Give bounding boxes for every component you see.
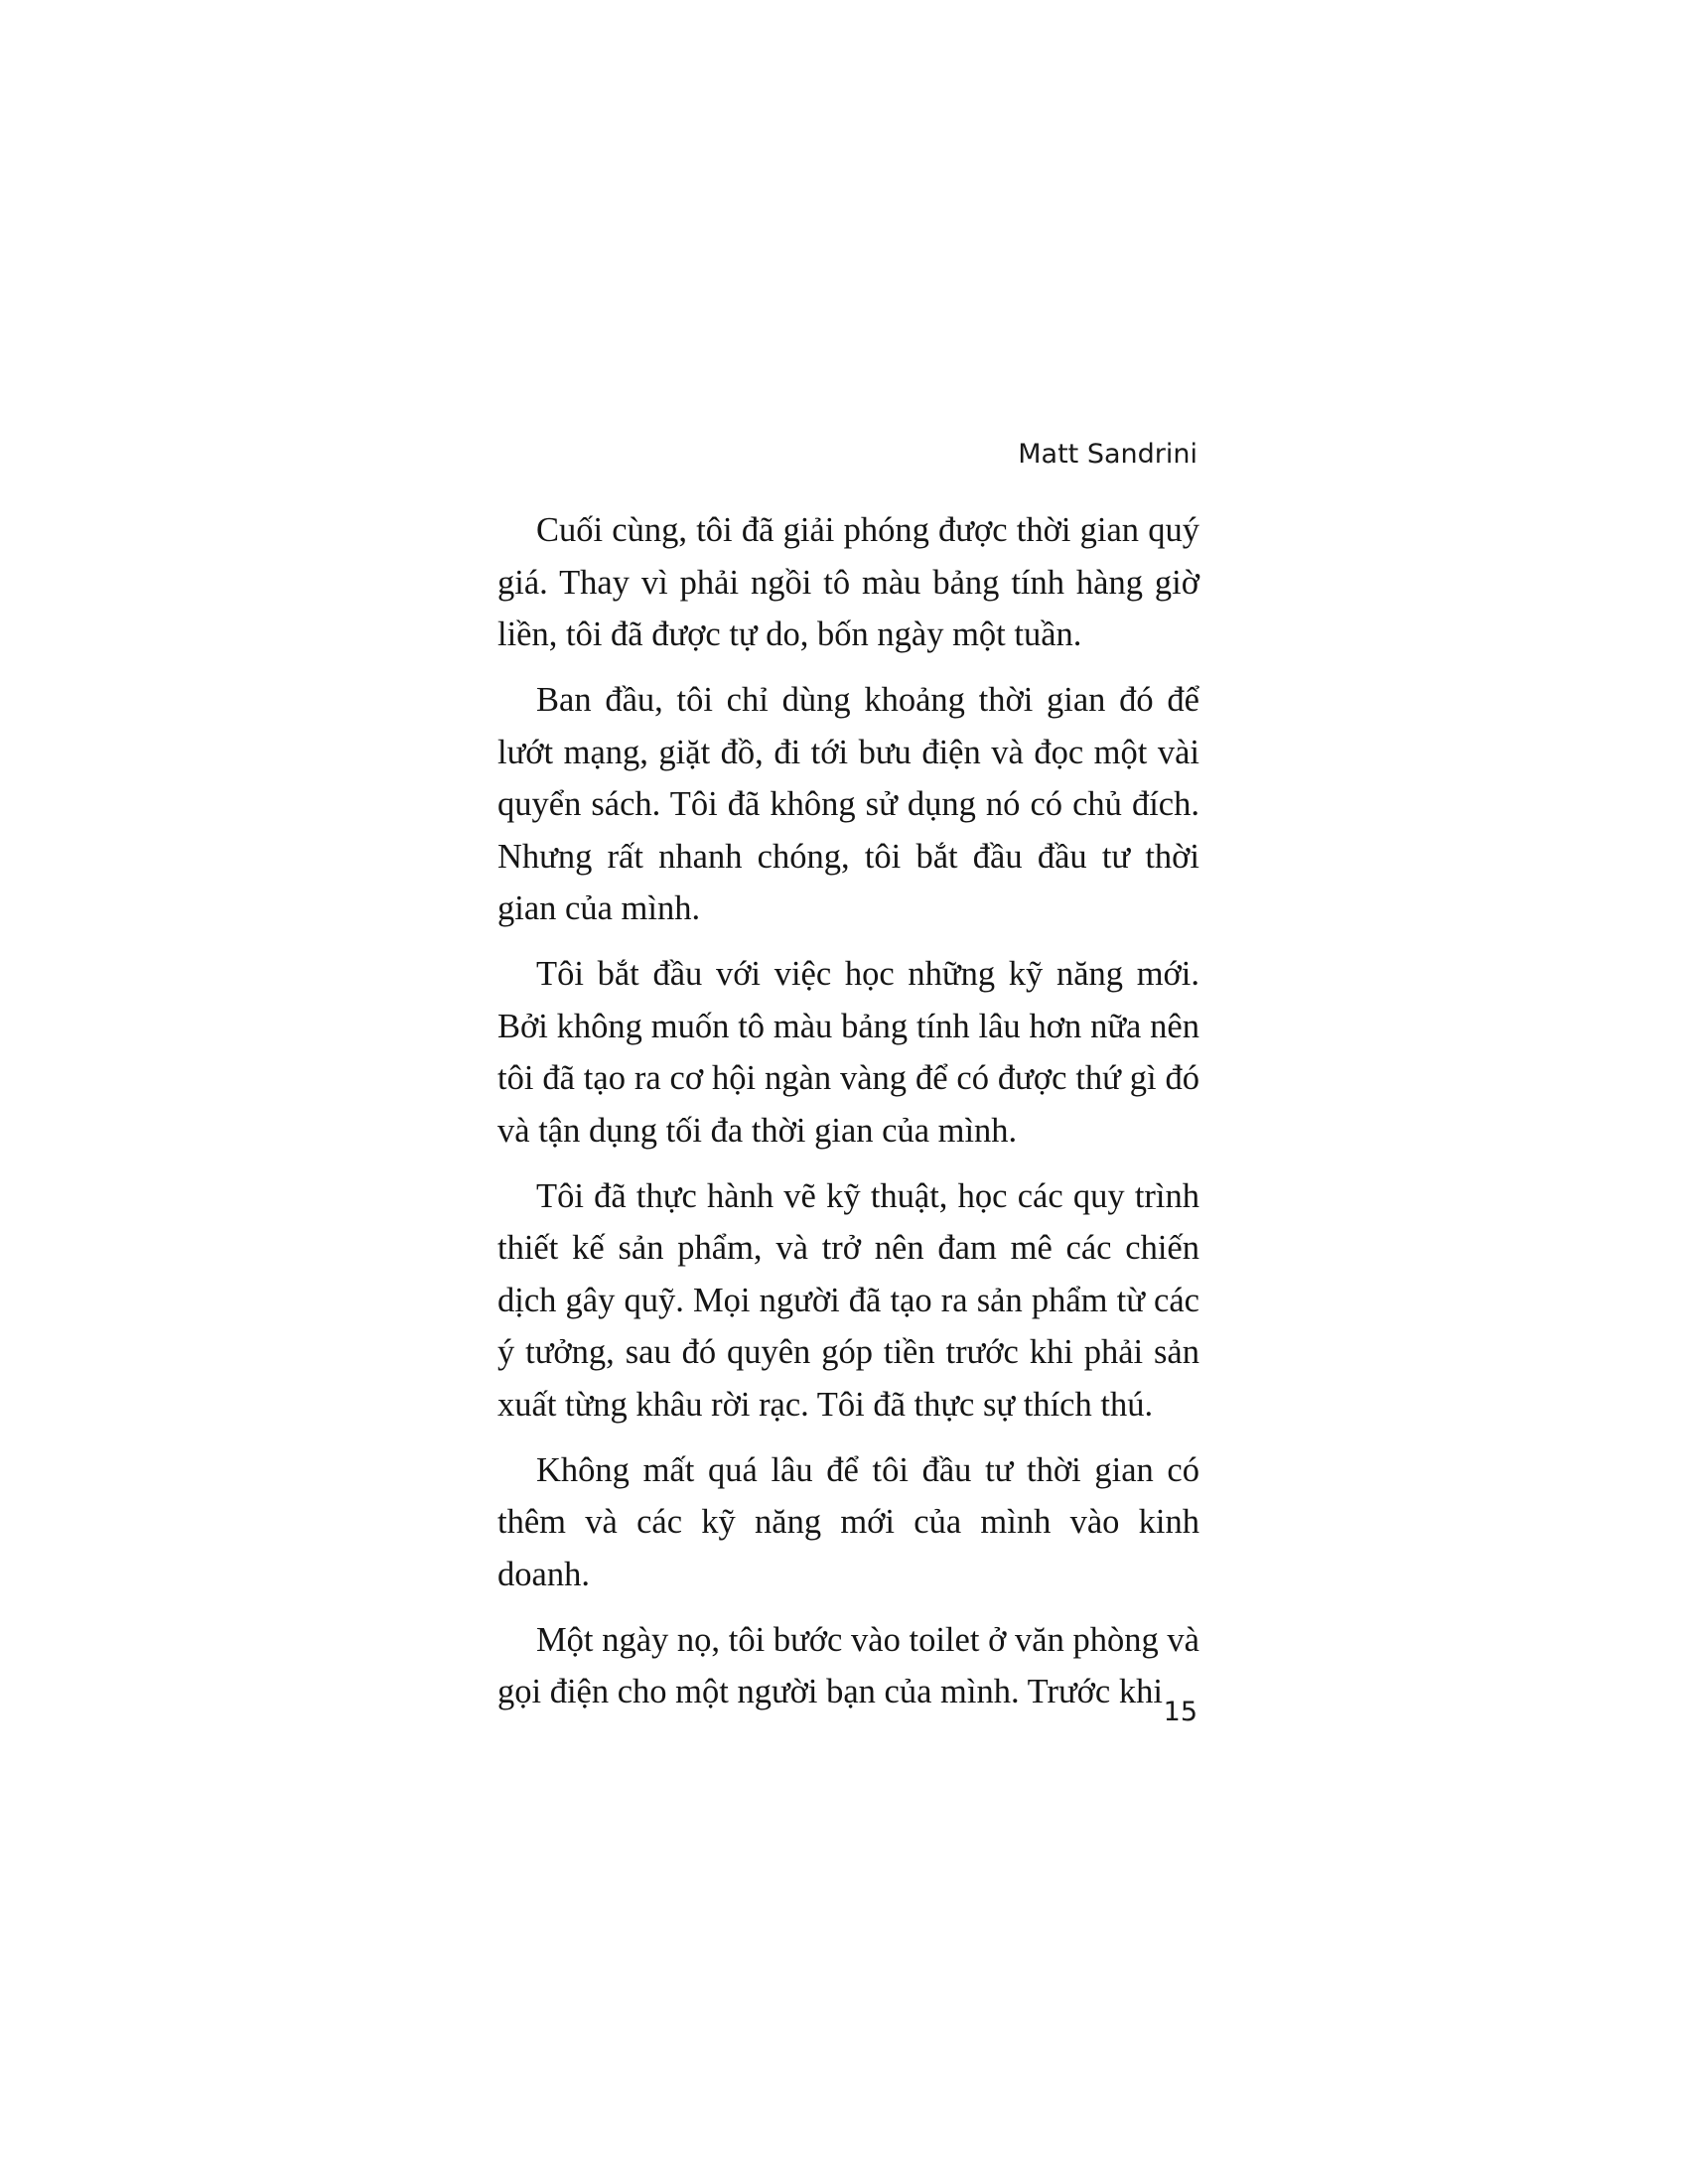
paragraph: Cuối cùng, tôi đã giải phóng được thời gian quý giá. Thay vì phải ngồi tô màu bảng tính hàng giờ liền, tôi đã được tự do, bốn ngày một tuần. <box>497 511 1199 653</box>
paragraph: Ban đầu, tôi chỉ dùng khoảng thời gian đó để lướt mạng, giặt đồ, đi tới bưu điện và đọc một vài quyển sách. Tôi đã không sử dụng nó có chủ đích. Nhưng rất nhanh chóng, tôi bắt đầu đầu tư thời gian của mình. <box>497 681 1199 927</box>
paragraph: Một ngày nọ, tôi bước vào toilet ở văn phòng và gọi điện cho một người bạn của mình. Trước khi <box>497 1620 1199 1710</box>
running-head: Matt Sandrini <box>1018 439 1197 470</box>
page-number: 15 <box>1163 1697 1197 1727</box>
paragraph: Tôi đã thực hành vẽ kỹ thuật, học các quy trình thiết kế sản phẩm, và trở nên đam mê các chiến dịch gây quỹ. Mọi người đã tạo ra sản phẩm từ các ý tưởng, sau đó quyên góp tiền trước khi phải sản xuất từng khâu rời rạc. Tôi đã thực sự thích thú. <box>497 1176 1199 1424</box>
paragraph: Không mất quá lâu để tôi đầu tư thời gian có thêm và các kỹ năng mới của mình vào kinh doanh. <box>497 1450 1199 1593</box>
body-text <box>497 504 1199 1731</box>
paragraph: Tôi bắt đầu với việc học những kỹ năng mới. Bởi không muốn tô màu bảng tính lâu hơn nữa nên tôi đã tạo ra cơ hội ngàn vàng để có được thứ gì đó và tận dụng tối đa thời gian của mình. <box>497 955 1199 1150</box>
